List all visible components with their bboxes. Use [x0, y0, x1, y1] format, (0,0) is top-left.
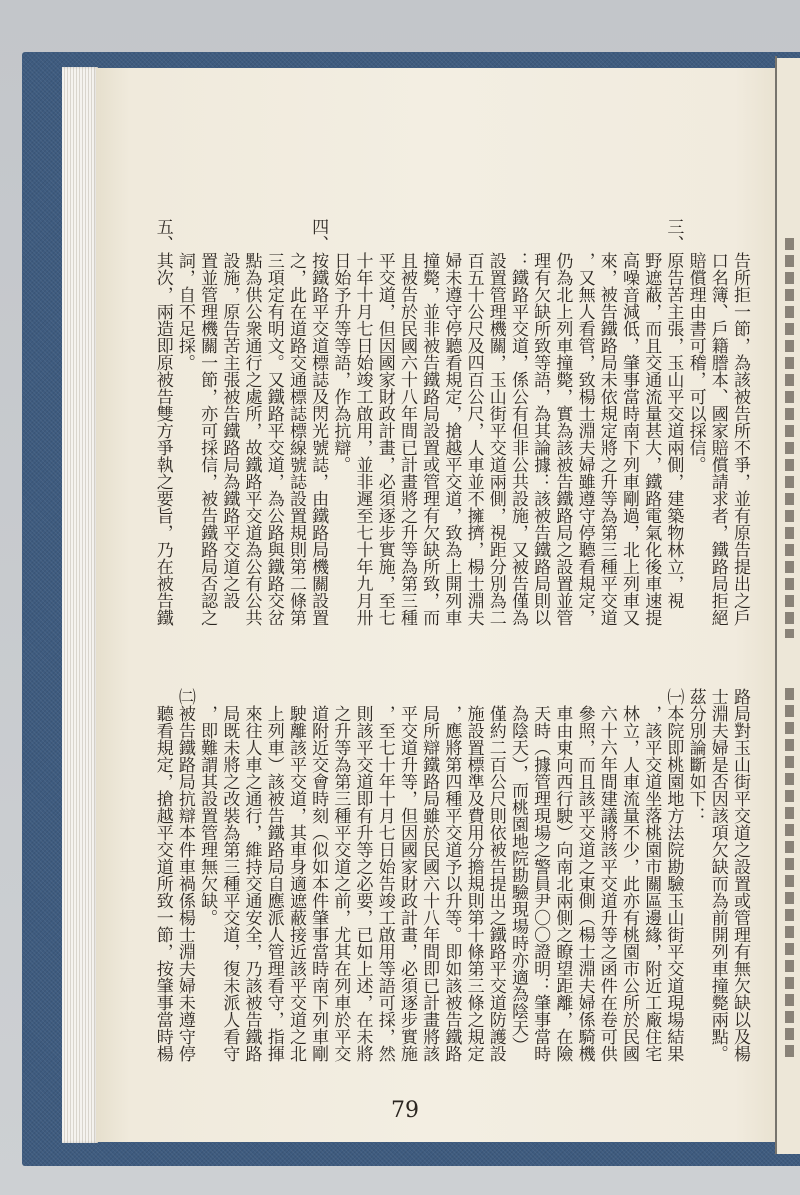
page-gutter [775, 56, 777, 1154]
text-column: 之升等為第三種平交道之前，尤其在列車於平交 [330, 705, 351, 1062]
text-column: 三項定有明文。又鐵路平交道，為公路與鐵路交岔 [263, 252, 284, 626]
text-column: 局所辯鐵路局雖於民國六十八年間即已計畫將該 [419, 705, 440, 1062]
text-column: 局既未將之改裝為第三種平交道，復未派人看守 [219, 705, 240, 1062]
text-column: 點為供公衆通行之處所，故鐵路平交道為公有公共 [241, 252, 262, 626]
section-two-tail [684, 218, 751, 628]
section-heading-column: 三、原告苦主張，玉山平交道兩側，建築物林立，視 [663, 218, 684, 609]
text-column: 來，被告鐵路局未依規定將之升等為第三種平交道 [596, 252, 617, 626]
adjacent-page-cut-text-upper [785, 238, 794, 638]
text-column: 百五十公尺及四百公尺，人車並不擁擠，楊士淵夫 [463, 252, 484, 626]
text-column: 設施，原告苦主張被告鐵路局為鐵路平交道之設 [219, 252, 240, 609]
text-column: 告所拒一節，為該被告所不爭，並有原告提出之戶 [730, 252, 750, 626]
text-column: 天時（據管理現場之警員尹〇〇證明：肇事當時 [530, 705, 551, 1062]
text-column: 林立，人車流量不少，此亦有桃園市公所於民國 [618, 705, 639, 1062]
text-column: 士淵夫婦是否因該項欠缺而為前開列車撞斃兩點。 [707, 688, 728, 1062]
text-column: ，應將第四種平交道予以升等。即如該被告鐵路 [441, 705, 462, 1062]
subsection-two [152, 654, 196, 1064]
text-column: 平交道升等，但因國家財政計畫，必須逐步實施 [396, 705, 417, 1062]
text-column: 婦未遵守停聽看規定，搶越平交道，致為上開列車 [441, 252, 462, 626]
text-column: 聽看規定，搶越平交道所致一節，按肇事當時楊 [152, 705, 173, 1062]
text-column: 野遮蔽，而且交通流量甚大，鐵路電氣化後車速提 [641, 252, 662, 626]
subsection-heading-column: ㈠本院即桃園地方法院勘驗玉山街平交道現場結果 [663, 688, 684, 1062]
section-three [329, 218, 684, 628]
text-column: 之，此在道路交通標誌標線號誌設置規則第二條第 [285, 252, 306, 626]
text-column: 駛離該平交道，其車身適遮蔽接近該平交道之北 [285, 705, 306, 1062]
section-five-continued [684, 654, 751, 1064]
text-column: 施設置標準及費用分擔規則第十條第三條之規定 [463, 705, 484, 1062]
text-column: ，至七十年十月七日始告竣工啟用等語可採，然 [374, 705, 395, 1062]
subsection-heading-column: ㈡被告鐵路局抗辯本件車禍係楊士淵夫婦未遵守停 [174, 688, 195, 1062]
text-column: 路局對玉山街平交道之設置或管理有無欠缺以及楊 [730, 688, 750, 1062]
text-column: 仍為北上列車撞斃，實為該被告鐵路局之設置並管 [552, 252, 573, 626]
section-heading-column: 四、按鐵路平交道標誌及閃光號誌，由鐵路局機關設置 [308, 218, 329, 626]
text-column: 六十六年間建議將該平交道升等之函件在卷可供 [596, 705, 617, 1062]
text-column: 口名簿、戶籍謄本、國家賠償請求者，鐵路局拒絕 [707, 252, 728, 626]
text-column: ，即難謂其設置管理無欠缺。 [197, 705, 218, 926]
text-column: 詞，自不足採。 [174, 252, 195, 371]
text-column: 為陰天），而桃園地院勘驗現場時亦適為陰天） [507, 705, 528, 1054]
text-column: 賠償理由書可稽，可以採信。 [685, 252, 706, 473]
text-column: 道附近交會時刻（似如本件肇事當時南下列車剛 [308, 705, 329, 1062]
text-column: 僅約二百公尺則依被告提出之鐵路平交道防護設 [485, 705, 506, 1062]
text-column: 且被告於民國六十八年間已計畫將之升等為第三種 [396, 252, 417, 626]
text-column: 平交道，但因國家財政計畫，必須逐步實施，至七 [374, 252, 395, 626]
text-column: ，該平交道坐落桃園市關區邊緣，附近工廠住宅 [641, 705, 662, 1062]
text-column: 置並管理機關一節，亦可採信，被告鐵路局否認之 [197, 252, 218, 626]
text-column: 來往人車之通行，維持交通安全，乃該被告鐵路 [241, 705, 262, 1062]
text-column: 茲分別論斷如下： [685, 688, 706, 824]
text-column: 撞斃，並非被告鐵路局設置或管理有欠缺所致，而 [419, 252, 440, 626]
page-number: 79 [391, 1098, 419, 1123]
adjacent-page-cut-text-lower [785, 688, 794, 1058]
text-column: ：鐵路平交道，係公有但非公共設施，又被告僅為 [507, 252, 528, 626]
text-column: 理有欠缺所致等語，為其論據：該被告鐵路局則以 [530, 252, 551, 626]
text-column: 則該平交道即有升等之必要，已如上述，在未將 [352, 705, 373, 1062]
lower-text-block [152, 654, 751, 1064]
subsection-one [196, 654, 684, 1064]
text-column: 車由東向西行駛）向南北兩側之瞭望距離，在險 [552, 705, 573, 1062]
page-stack-edges [62, 67, 98, 1143]
text-column: 設置管理機關，玉山街平交道兩側，視距分別為二 [485, 252, 506, 626]
section-heading-column: 五、其次，兩造即原被告雙方爭執之要旨，乃在被告鐵 [152, 218, 173, 626]
section-five-start [152, 218, 174, 628]
section-four [174, 218, 329, 628]
text-column: 十年十月七日始竣工啟用，並非遲至七十年九月卅 [352, 252, 373, 626]
text-column: 日始予升等等語，作為抗辯。 [330, 252, 351, 473]
text-column: ，又無人看管，致楊士淵夫婦雖遵守停聽看規定， [574, 252, 595, 626]
adjacent-page-sliver [777, 58, 800, 1154]
text-column: 參照，而且該平交道之東側（楊士淵夫婦係騎機 [574, 705, 595, 1062]
text-column: 高噪音減低，肇事當時南下列車剛過，北上列車又 [618, 252, 639, 626]
upper-text-block [152, 218, 751, 628]
text-column: 上列車）該被告鐵路局自應派人管理看守，指揮 [263, 705, 284, 1062]
